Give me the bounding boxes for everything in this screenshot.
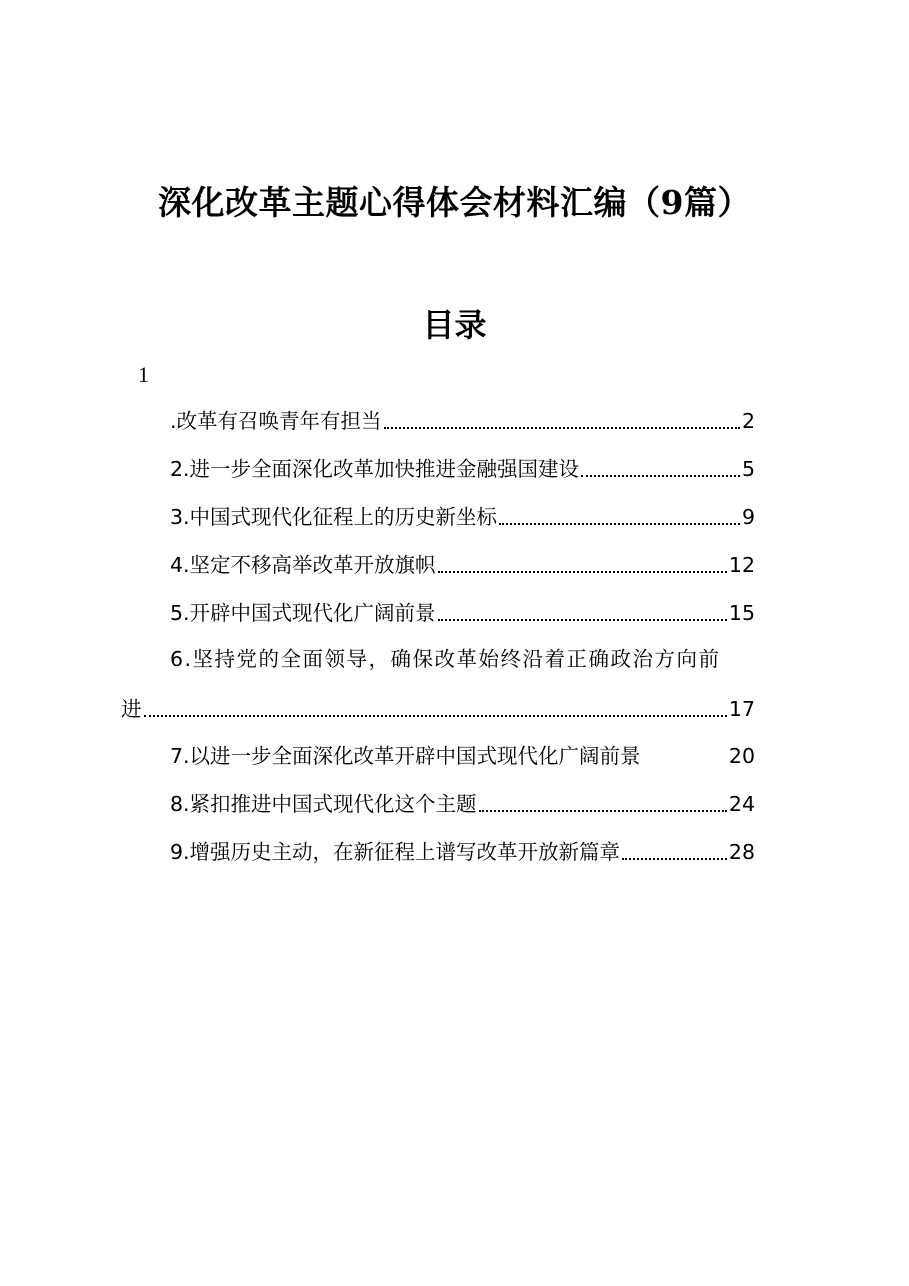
toc-leader-dots: [479, 810, 727, 812]
toc-entry-label: 8.紧扣推进中国式现代化这个主题: [170, 792, 477, 816]
toc-entry-page: 2: [741, 409, 755, 433]
toc-entry-label: 3.中国式现代化征程上的历史新坐标: [170, 505, 498, 529]
toc-leader-dots: [499, 523, 740, 525]
toc-entry-label: 4.坚定不移高举改革开放旗帜: [170, 553, 436, 577]
toc-entry-page: 5: [741, 457, 755, 481]
toc-entry-page: 17: [728, 697, 755, 721]
toc-entry-wrapped-line2[interactable]: [121, 690, 755, 724]
toc-entry-label: 7.以进一步全面深化改革开辟中国式现代化广阔前景: [170, 744, 641, 768]
document-title: 深化改革主题心得体会材料汇编（9篇）: [158, 183, 751, 222]
toc-entry-page: 24: [728, 792, 755, 816]
toc-stray-number: 1: [138, 362, 149, 387]
toc-leader-dots: [438, 619, 727, 621]
toc-leader-dots: [384, 427, 740, 429]
toc-entry[interactable]: [170, 450, 755, 484]
toc-entry-page: 28: [728, 840, 755, 864]
toc-entry-label: 9.增强历史主动，在新征程上谱写改革开放新篇章: [170, 840, 621, 864]
toc-entry[interactable]: [170, 498, 755, 532]
toc-entry-page: 15: [728, 601, 755, 625]
toc-entry-page: 20: [728, 744, 755, 768]
toc-leader-dots: [144, 715, 727, 717]
toc-leader-dots: [581, 475, 740, 477]
toc-leader-dots: [622, 858, 727, 860]
toc-leader-dots: [438, 571, 727, 573]
toc-entry-label: 进: [121, 697, 142, 721]
toc-entry[interactable]: [170, 546, 755, 580]
toc-entry[interactable]: [170, 594, 755, 628]
toc-entry[interactable]: [170, 833, 755, 867]
toc-entry-label: .改革有召唤青年有担当: [170, 409, 382, 433]
toc-entry[interactable]: [170, 737, 755, 771]
toc-entry[interactable]: [170, 402, 755, 436]
toc-entry-wrapped-line1[interactable]: 6.坚持党的全面领导，确保改革始终沿着正确政治方向前: [170, 647, 721, 671]
toc-entry[interactable]: [170, 785, 755, 819]
toc-entry-label: 2.进一步全面深化改革加快推进金融强国建设: [170, 457, 580, 481]
toc-entry-page: 12: [728, 553, 755, 577]
toc-heading: 目录: [422, 306, 487, 344]
toc-entry-label: 5.开辟中国式现代化广阔前景: [170, 601, 436, 625]
toc-entry-page: 9: [741, 505, 755, 529]
